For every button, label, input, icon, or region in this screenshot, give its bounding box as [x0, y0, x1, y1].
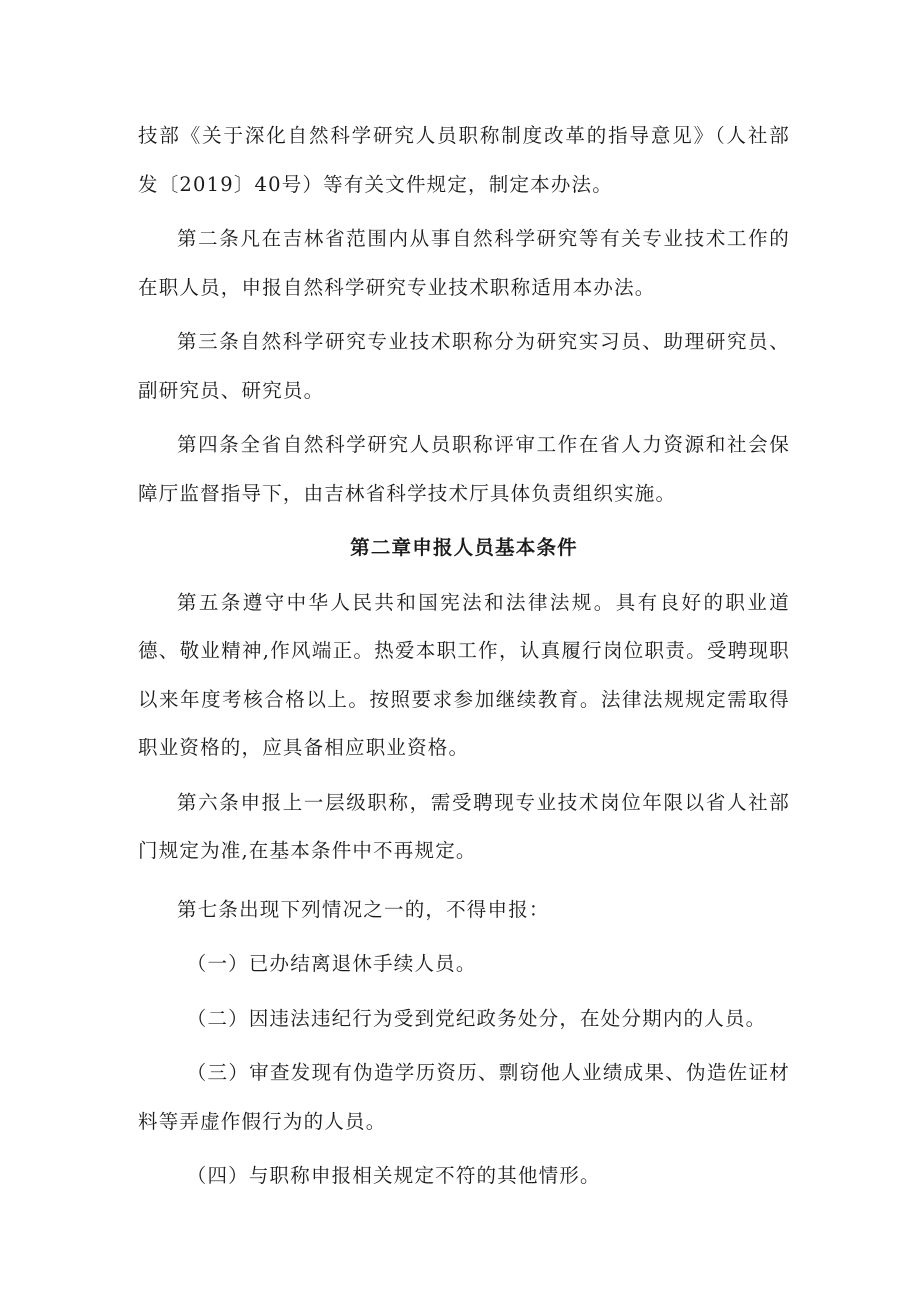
article-2: 第二条凡在吉林省范围内从事自然科学研究等有关专业技术工作的在职人员，申报自然科学研究专业技术职称适用本办法。	[138, 227, 790, 299]
article-7: 第七条出现下列情况之一的，不得申报：	[177, 897, 550, 921]
article-6: 第六条申报上一层级职称，需受聘现专业技术岗位年限以省人社部门规定为准,在基本条件中不再规定。	[138, 790, 790, 862]
chapter-heading: 第二章申报人员基本条件	[350, 536, 578, 559]
paragraph-continuation: 技部《关于深化自然科学研究人员职称制度改革的指导意见》（人社部发〔2019〕40号）等有关文件规定，制定本办法。	[138, 124, 790, 196]
list-item-4: （四）与职称申报相关规定不符的其他情形。	[186, 1164, 601, 1187]
article-4: 第四条全省自然科学研究人员职称评审工作在省人力资源和社会保障厅监督指导下，由吉林省科学技术厅具体负责组织实施。	[138, 433, 790, 505]
list-item-3: （三）审查发现有伪造学历资历、剽窃他人业绩成果、伪造佐证材料等弄虚作假行为的人员。	[138, 1061, 790, 1133]
document-body	[138, 112, 790, 1207]
list-item-2: （二）因违法违纪行为受到党纪政务处分，在处分期内的人员。	[186, 1006, 767, 1030]
list-item-1: （一）已办结离退休手续人员。	[186, 952, 477, 975]
article-3: 第三条自然科学研究专业技术职称分为研究实习员、助理研究员、副研究员、研究员。	[138, 330, 790, 402]
article-5: 第五条遵守中华人民共和国宪法和法律法规。具有良好的职业道德、敬业精神,作风端正。热爱本职工作，认真履行岗位职责。受聘现职以来年度考核合格以上。按照要求参加继续教育。法律法规规定需取得职业资格的，应具备相应职业资格。	[138, 590, 790, 759]
